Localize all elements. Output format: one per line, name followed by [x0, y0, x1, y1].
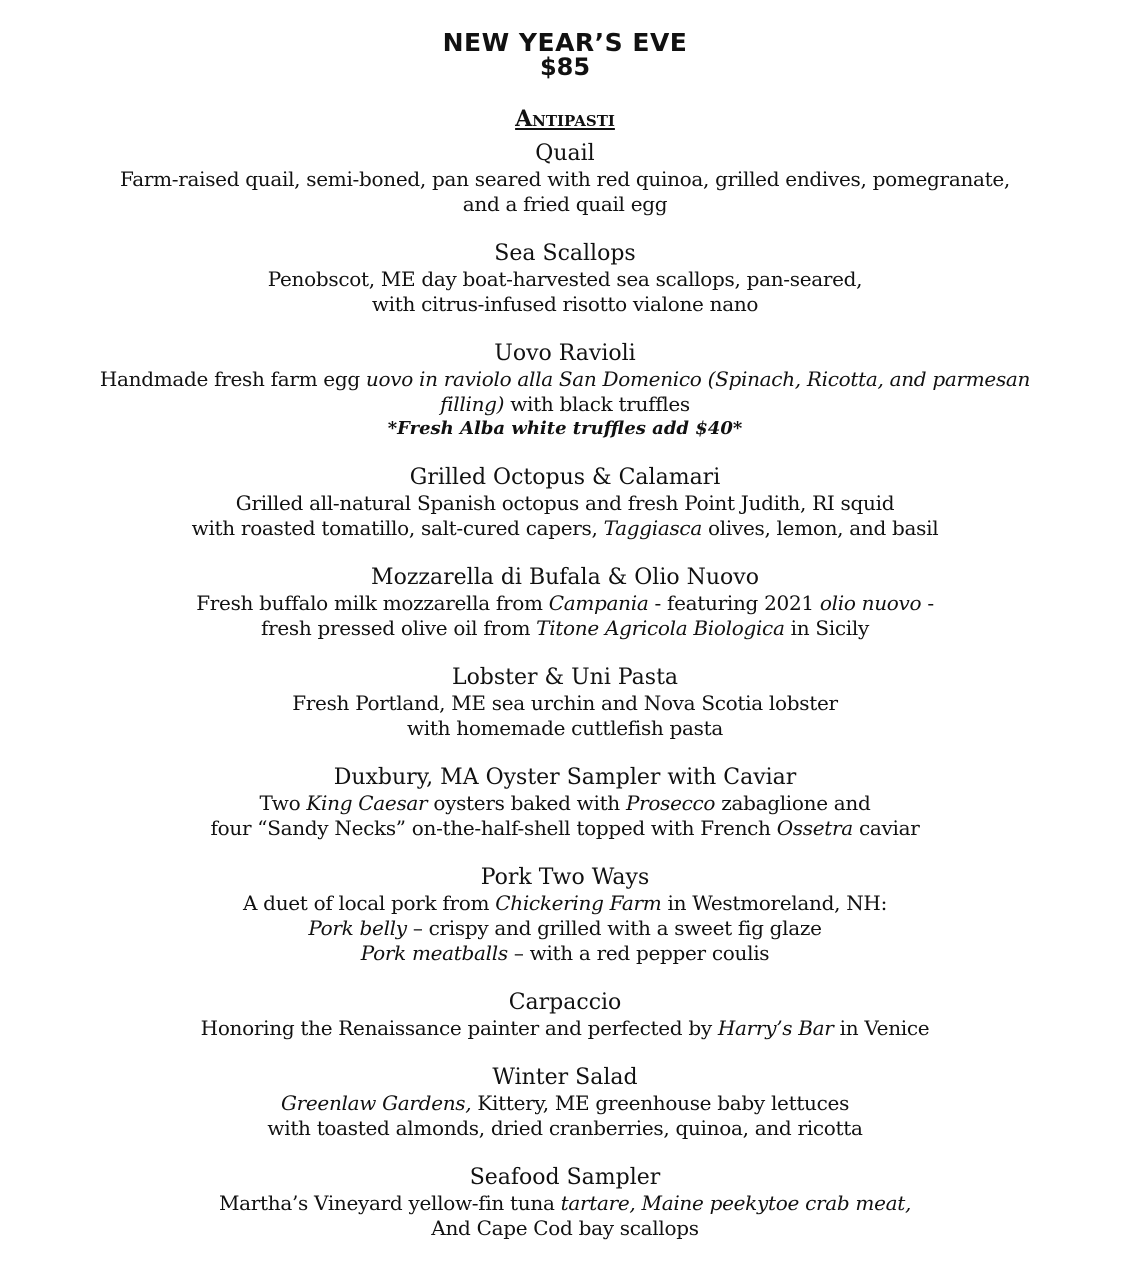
- desc-italic-text: Titone Agricola Biologica: [536, 616, 785, 640]
- desc-text: olives, lemon, and basil: [701, 516, 939, 540]
- desc-text: with roasted tomatillo, salt-cured capers,: [191, 516, 604, 540]
- desc-text: caviar: [852, 816, 920, 840]
- item-description: [0, 591, 1130, 641]
- desc-text: zabaglione and: [715, 791, 871, 815]
- menu-item-uovo-ravioli: [0, 341, 1130, 441]
- desc-line: with homemade cuttlefish pasta: [406, 716, 724, 740]
- desc-text: -: [921, 591, 934, 615]
- desc-italic-text: Greenlaw Gardens,: [280, 1091, 472, 1115]
- desc-line: Penobscot, ME day boat-harvested sea scallops, pan-seared,: [267, 267, 863, 291]
- desc-line: with toasted almonds, dried cranberries, quinoa, and ricotta: [267, 1116, 863, 1140]
- item-description: [0, 491, 1130, 541]
- desc-italic-text: uovo in raviolo alla San Domenico (Spinach, Ricotta, and parmesan: [365, 367, 1031, 391]
- item-name: Quail: [535, 141, 595, 166]
- desc-text: Honoring the Renaissance painter and perfected by: [200, 1016, 718, 1040]
- desc-line: Grilled all-natural Spanish octopus and fresh Point Judith, RI squid: [235, 491, 895, 515]
- menu-item-quail: [0, 141, 1130, 217]
- item-description: [0, 367, 1130, 417]
- desc-line: And Cape Cod bay scallops: [431, 1216, 699, 1240]
- desc-italic-text: Chickering Farm: [495, 891, 662, 915]
- menu-item-oyster-sampler: [0, 765, 1130, 841]
- item-name: Grilled Octopus & Calamari: [409, 465, 721, 490]
- desc-text: in Venice: [833, 1016, 930, 1040]
- desc-line: [0, 392, 1130, 417]
- desc-line: [0, 1091, 1130, 1116]
- desc-line: [0, 1191, 1130, 1216]
- item-name: Duxbury, MA Oyster Sampler with Caviar: [333, 765, 797, 790]
- menu-item-lobster-uni-pasta: [0, 665, 1130, 741]
- item-description: [0, 1016, 1130, 1041]
- menu-item-carpaccio: [0, 990, 1130, 1041]
- desc-line: and a fried quail egg: [462, 192, 668, 216]
- desc-line: [0, 591, 1130, 616]
- desc-line: [0, 367, 1130, 392]
- desc-line: with citrus-infused risotto vialone nano: [371, 292, 759, 316]
- desc-italic-text: Pork meatballs: [360, 941, 508, 965]
- desc-line: [0, 791, 1130, 816]
- desc-line: [0, 891, 1130, 916]
- desc-line: Farm-raised quail, semi-boned, pan seared with red quinoa, grilled endives, pomegranate,: [120, 167, 1010, 191]
- item-name: Lobster & Uni Pasta: [451, 665, 679, 690]
- desc-text: – crispy and grilled with a sweet fig glaze: [406, 916, 822, 940]
- desc-italic-text: filling): [440, 392, 505, 416]
- menu-page: [0, 30, 1130, 1265]
- desc-italic-text: Campania: [548, 591, 649, 615]
- menu-item-pork-two-ways: [0, 865, 1130, 966]
- menu-item-grilled-octopus: [0, 465, 1130, 541]
- item-description: [0, 691, 1130, 741]
- menu-items: [0, 141, 1130, 1241]
- desc-line: [0, 816, 1130, 841]
- desc-line: [0, 1016, 1130, 1041]
- desc-text: - featuring 2021: [648, 591, 820, 615]
- item-name: Winter Salad: [492, 1065, 638, 1090]
- desc-italic-text: olio nuovo: [819, 591, 922, 615]
- desc-text: fresh pressed olive oil from: [261, 616, 537, 640]
- menu-item-sea-scallops: [0, 241, 1130, 317]
- item-description: [0, 891, 1130, 966]
- desc-italic-text: tartare, Maine peekytoe crab meat,: [560, 1191, 912, 1215]
- desc-text: Handmade fresh farm egg: [99, 367, 366, 391]
- desc-text: Kittery, ME greenhouse baby lettuces: [471, 1091, 850, 1115]
- desc-text: with black truffles: [504, 392, 690, 416]
- desc-text: A duet of local pork from: [242, 891, 496, 915]
- desc-text: oysters baked with: [427, 791, 626, 815]
- item-name: Carpaccio: [508, 990, 622, 1015]
- menu-item-mozzarella: [0, 565, 1130, 641]
- desc-text: Martha’s Vineyard yellow-fin tuna: [218, 1191, 561, 1215]
- section-heading-antipasti: Antipasti: [515, 106, 615, 132]
- desc-italic-text: Pork belly: [308, 916, 407, 940]
- item-name: Mozzarella di Bufala & Olio Nuovo: [371, 565, 759, 590]
- desc-line: [0, 516, 1130, 541]
- desc-line: Fresh Portland, ME sea urchin and Nova Scotia lobster: [292, 691, 838, 715]
- item-description: [0, 791, 1130, 841]
- desc-line: [0, 941, 1130, 966]
- desc-text: in Sicily: [784, 616, 869, 640]
- desc-line: [0, 916, 1130, 941]
- item-name: Pork Two Ways: [480, 865, 650, 890]
- desc-text: Fresh buffalo milk mozzarella from: [196, 591, 549, 615]
- desc-italic-text: Harry’s Bar: [717, 1016, 834, 1040]
- desc-italic-text: Ossetra: [776, 816, 853, 840]
- item-description: [0, 1091, 1130, 1141]
- desc-text: Two: [259, 791, 307, 815]
- item-description: [0, 1191, 1130, 1241]
- item-name: Uovo Ravioli: [494, 341, 636, 366]
- item-description: [0, 167, 1130, 217]
- menu-title: NEW YEAR’S EVE: [442, 28, 688, 57]
- desc-text: – with a red pepper coulis: [507, 941, 770, 965]
- item-name: Sea Scallops: [494, 241, 636, 266]
- truffle-addon-note: *Fresh Alba white truffles add $40*: [387, 418, 743, 439]
- menu-item-seafood-sampler: [0, 1165, 1130, 1241]
- desc-italic-text: Taggiasca: [603, 516, 702, 540]
- desc-italic-text: King Caesar: [306, 791, 428, 815]
- desc-text: four “Sandy Necks” on-the-half-shell topped with French: [210, 816, 777, 840]
- desc-line: [0, 616, 1130, 641]
- menu-item-winter-salad: [0, 1065, 1130, 1141]
- menu-price: $85: [539, 53, 591, 81]
- item-name: Seafood Sampler: [469, 1165, 661, 1190]
- desc-text: in Westmoreland, NH:: [661, 891, 888, 915]
- item-description: [0, 267, 1130, 317]
- desc-italic-text: Prosecco: [625, 791, 716, 815]
